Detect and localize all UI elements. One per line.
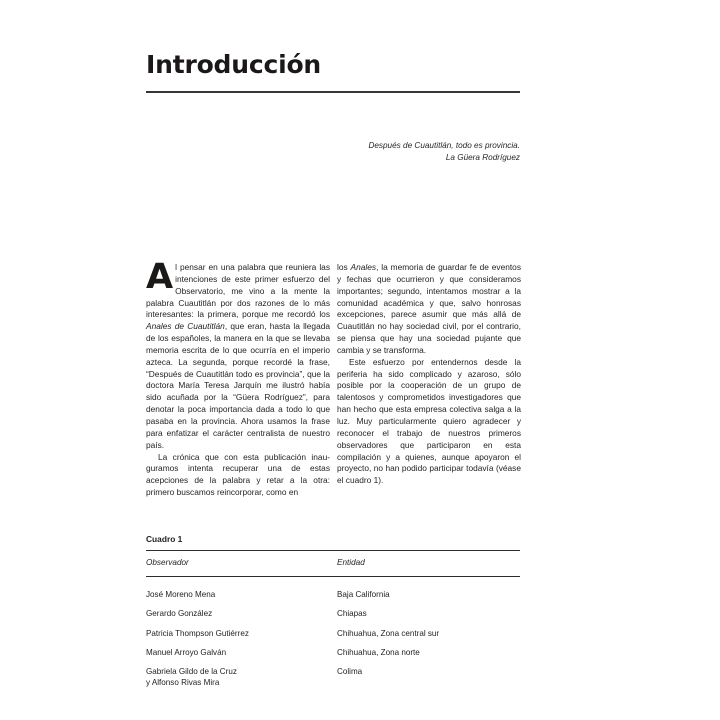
body-column-right <box>337 262 521 487</box>
right-paragraph-1 <box>337 262 521 357</box>
table-cell-entidad: Baja California <box>337 589 390 599</box>
table-cell-observador: Manuel Arroyo Galván <box>146 647 227 657</box>
table-row <box>146 667 520 688</box>
table-cuadro-1 <box>146 534 520 688</box>
table-row <box>146 609 520 619</box>
table-row <box>146 629 520 639</box>
right-p1-text-a: los <box>337 262 351 272</box>
table-row <box>146 590 520 600</box>
table-header-entidad: Entidad <box>337 558 365 568</box>
left-p1-italic-a: Anales de Cuautitlán <box>146 321 225 332</box>
title-divider <box>146 91 520 93</box>
epigraph <box>260 140 520 164</box>
epigraph-quote: Después de Cuautitlán, todo es provincia. <box>368 141 520 150</box>
table-cell-observador <box>146 667 337 688</box>
drop-cap: A <box>146 257 174 297</box>
left-paragraph-1 <box>146 257 330 452</box>
table-header-observador: Observador <box>146 558 189 568</box>
right-p1-text-b: , la memoria de guardar fe de eventos y fechas que ocurrieron y que consideramos importantes; segundo, intentamos mostrar a la comunidad académica y que, salvo honrosas excepciones, parece asumir que más allá de Cuautitlán no hay sociedad civil, por el contrario, se piensa que hay una sociedad pujante que cambia y se transforma. <box>337 262 521 355</box>
table-header-row <box>146 551 520 575</box>
table-body <box>146 577 520 688</box>
left-paragraph-2: La crónica que con esta publicación inauguramos intenta recuperar una de estas acepciones de la palabra y retar a la otra: primero buscamos reincorporar, como en <box>146 451 330 498</box>
page-title: Introducción <box>146 50 322 79</box>
table-caption: Cuadro 1 <box>146 534 183 544</box>
body-column-left <box>146 257 330 499</box>
title-block <box>146 52 520 93</box>
left-p1-text-a: l pensar en una palabra que reuniera las intenciones de este primer esfuerzo del Observatorio, me vino a la mente la palabra Cuautitlán por dos razones de lo más interesantes: la primera, porque me recordó los <box>146 262 330 320</box>
right-p1-italic-a: Anales <box>350 262 377 272</box>
table-cell-observador: José Moreno Mena <box>146 589 216 599</box>
body-columns <box>146 257 521 514</box>
left-p1-text-b: , que eran, hasta la llegada de los españoles, la manera en la que se llevaba memoria escrita de lo que ocurría en el imperio azteca. La segunda, porque recordé la frase, “Después de Cuautitlán todo es provincia”, que la doctora María Teresa Jarquín me ilustró había sido acuñada por la “Güera Rodríguez”, para denotar la poca importancia dada a todo lo que pasaba en la provincia. Ahora usamos la frase para enfatizar el carácter centralista de nuestro país. <box>146 321 330 450</box>
table-cell-entidad: Chiapas <box>337 609 367 619</box>
table-cell-observador: Patricia Thompson Gutiérrez <box>146 628 249 638</box>
table-cell-observador: Gerardo González <box>146 609 213 619</box>
table-cell-entidad: Colima <box>337 667 363 677</box>
table-cell-observador-line1: Gabriela Gildo de la Cruz <box>146 667 237 677</box>
right-paragraph-2: Este esfuerzo por entendernos desde la periferia ha sido complicado y azaroso, sólo posible por la cooperación de un grupo de talentosos y comprometidos investigadores que han hecho que esta empresa colectiva salga a la luz. Muy particularmente quiero agradecer y reconocer el trabajo de nuestros primeros observadores que participaron en esta compilación y a quienes, aunque apoyaron el proyecto, no han podido participar todavía (véase el cuadro 1). <box>337 356 521 486</box>
table-row <box>146 648 520 658</box>
epigraph-attribution: La Güera Rodríguez <box>445 152 520 162</box>
table-cell-observador-line2: y Alfonso Rivas Mira <box>146 677 220 687</box>
table-cell-entidad: Chihuahua, Zona norte <box>337 647 420 657</box>
table-cell-entidad: Chihuahua, Zona central sur <box>337 628 440 638</box>
